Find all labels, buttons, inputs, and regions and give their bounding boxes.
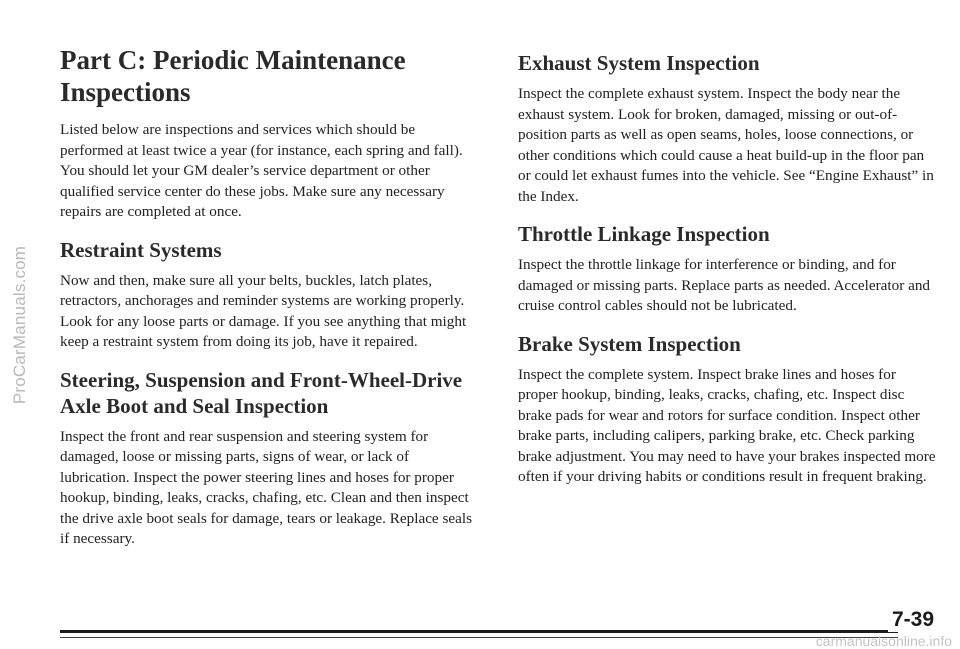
side-watermark: [2, 0, 38, 649]
restraint-heading: Restraint Systems: [60, 237, 222, 262]
footer-rule: [60, 630, 898, 633]
restraint-paragraph: Now and then, make sure all your belts, buckles, latch plates, retractors, anchorages and reminder systems are working properly. Look for any loose parts or damage. If you see anything that might keep a restraint system from doing its job, have it repaired.: [60, 271, 467, 350]
side-watermark-text: ProCarManuals.com: [10, 245, 29, 404]
left-column: [60, 44, 478, 550]
footer-rule-thin: [60, 637, 898, 638]
throttle-heading: Throttle Linkage Inspection: [518, 222, 770, 246]
page-number: 7-39: [888, 608, 938, 632]
brake-paragraph: Inspect the complete system. Inspect brake lines and hoses for proper hookup, binding, leaks, cracks, chafing, etc. Inspect disc brake pads for wear and rotors for surface condition. Inspect other brake parts, including calipers, parking brake, etc. Check parking brake adjustment. You may need to have your brakes inspected more often if your driving habits or conditions result in frequent braking.: [518, 365, 936, 485]
steering-heading: Steering, Suspension and Front-Wheel-Drive Axle Boot and Seal Inspection: [60, 367, 463, 418]
exhaust-paragraph: Inspect the complete exhaust system. Inspect the body near the exhaust system. Look for broken, damaged, missing or out-of-position parts as well as open seams, holes, loose connections, or other conditions which could cause a heat build-up in the floor pan or could let exhaust fumes into the vehicle. See “Engine Exhaust” in the Index.: [518, 85, 934, 205]
brake-heading: Brake System Inspection: [518, 331, 741, 356]
throttle-paragraph: Inspect the throttle linkage for interference or binding, and for damaged or missing parts. Replace parts as needed. Accelerator and cruise control cables should not be lubricated.: [518, 256, 931, 314]
right-column: [518, 50, 938, 488]
part-title: Part C: Periodic Maintenance Inspections: [60, 45, 406, 107]
intro-paragraph: Listed below are inspections and services which should be performed at least twice a year (for instance, each spring and fall). You should let your GM dealer’s service department or other qualified service center do these jobs. Make sure any necessary repairs are completed at once.: [60, 121, 463, 220]
footer-watermark: carmanualsonline.info: [815, 633, 952, 649]
steering-paragraph: Inspect the front and rear suspension and steering system for damaged, loose or missing parts, signs of wear, or lack of lubrication. Inspect the power steering lines and hoses for proper hookup, binding, leaks, cracks, chafing, etc. Clean and then inspect the drive axle boot seals for damage, tears or leakage. Replace seals if necessary.: [60, 427, 472, 547]
exhaust-heading: Exhaust System Inspection: [518, 51, 760, 75]
